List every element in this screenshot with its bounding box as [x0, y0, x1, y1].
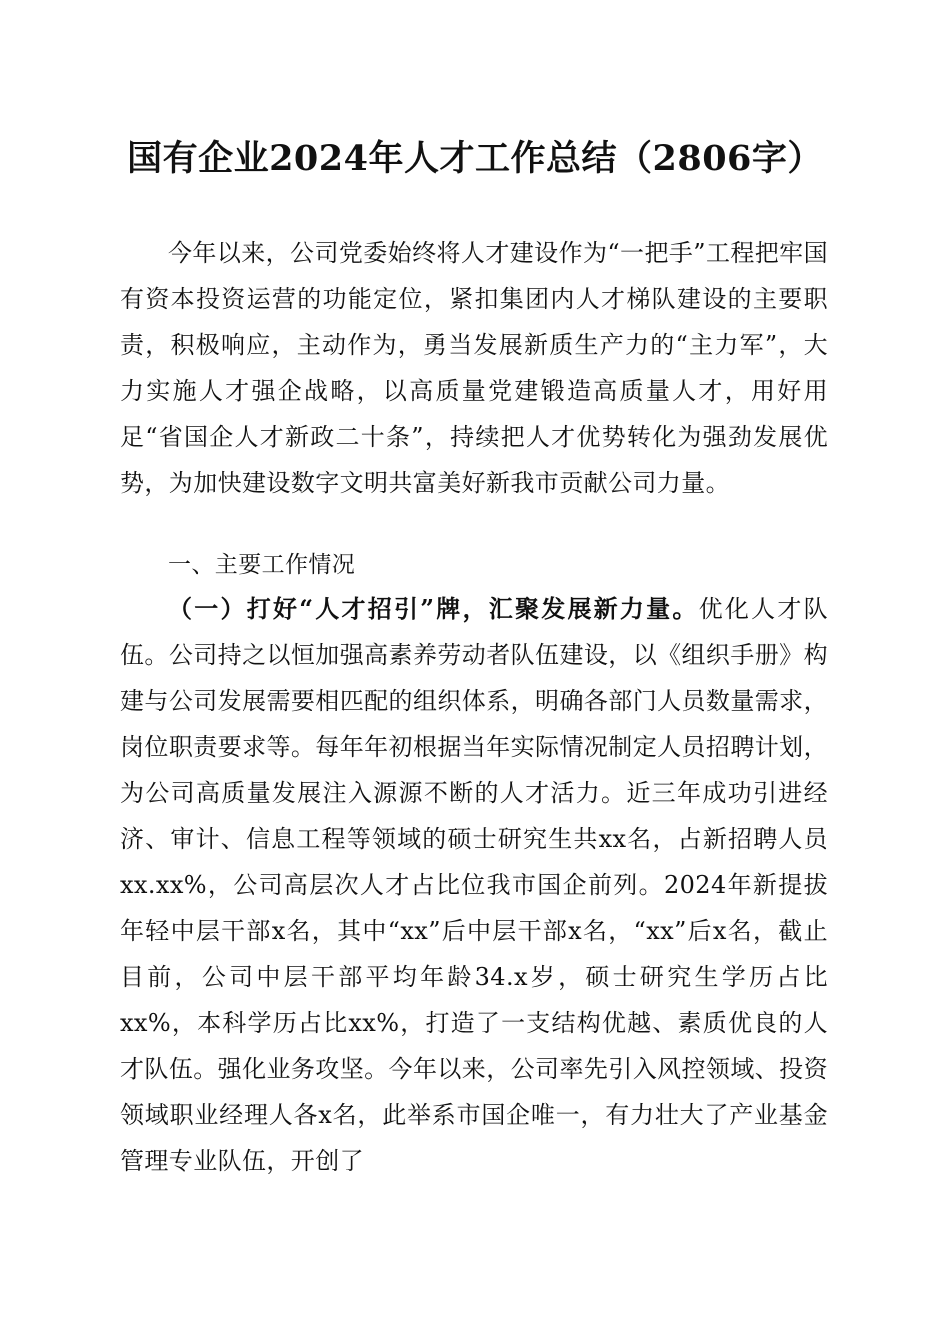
intro-paragraph: 今年以来，公司党委始终将人才建设作为“一把手”工程把牢国有资本投资运营的功能定位，紧扣集团内人才梯队建设的主要职责，积极响应，主动作为，勇当发展新质生产力的“主力军”，大力实施人才强企战略，以高质量党建锻造高质量人才，用好用足“省国企人才新政二十条”，持续把人才优势转化为强劲发展优势，为加快建设数字文明共富美好新我市贡献公司力量。 — [120, 239, 828, 497]
subsection-lead-sentence: （一）打好“人才招引”牌，汇聚发展新力量。 — [168, 594, 699, 623]
section-heading-main-work: 一、主要工作情况 — [168, 552, 356, 578]
talent-recruitment-paragraph — [120, 586, 828, 1184]
document-title: 国有企业2024年人才工作总结（2806字） — [127, 138, 823, 179]
subsection-body-text: 优化人才队伍。公司持之以恒加强高素养劳动者队伍建设，以《组织手册》构建与公司发展需要相匹配的组织体系，明确各部门人员数量需求，岗位职责要求等。每年年初根据当年实际情况制定人员招聘计划，为公司高质量发展注入源源不断的人才活力。近三年成功引进经济、审计、信息工程等领域的硕士研究生共xx名，占新招聘人员xx.xx%，公司高层次人才占比位我市国企前列。2024年新提拔年轻中层干部x名，其中“xx”后中层干部x名，“xx”后x名，截止目前，公司中层干部平均年龄34.x岁，硕士研究生学历占比xx%，本科学历占比xx%，打造了一支结构优越、素质优良的人才队伍。强化业务攻坚。今年以来，公司率先引入风控领域、投资领域职业经理人各x名，此举系市国企唯一，有力壮大了产业基金管理专业队伍，开创了 — [120, 595, 828, 1175]
